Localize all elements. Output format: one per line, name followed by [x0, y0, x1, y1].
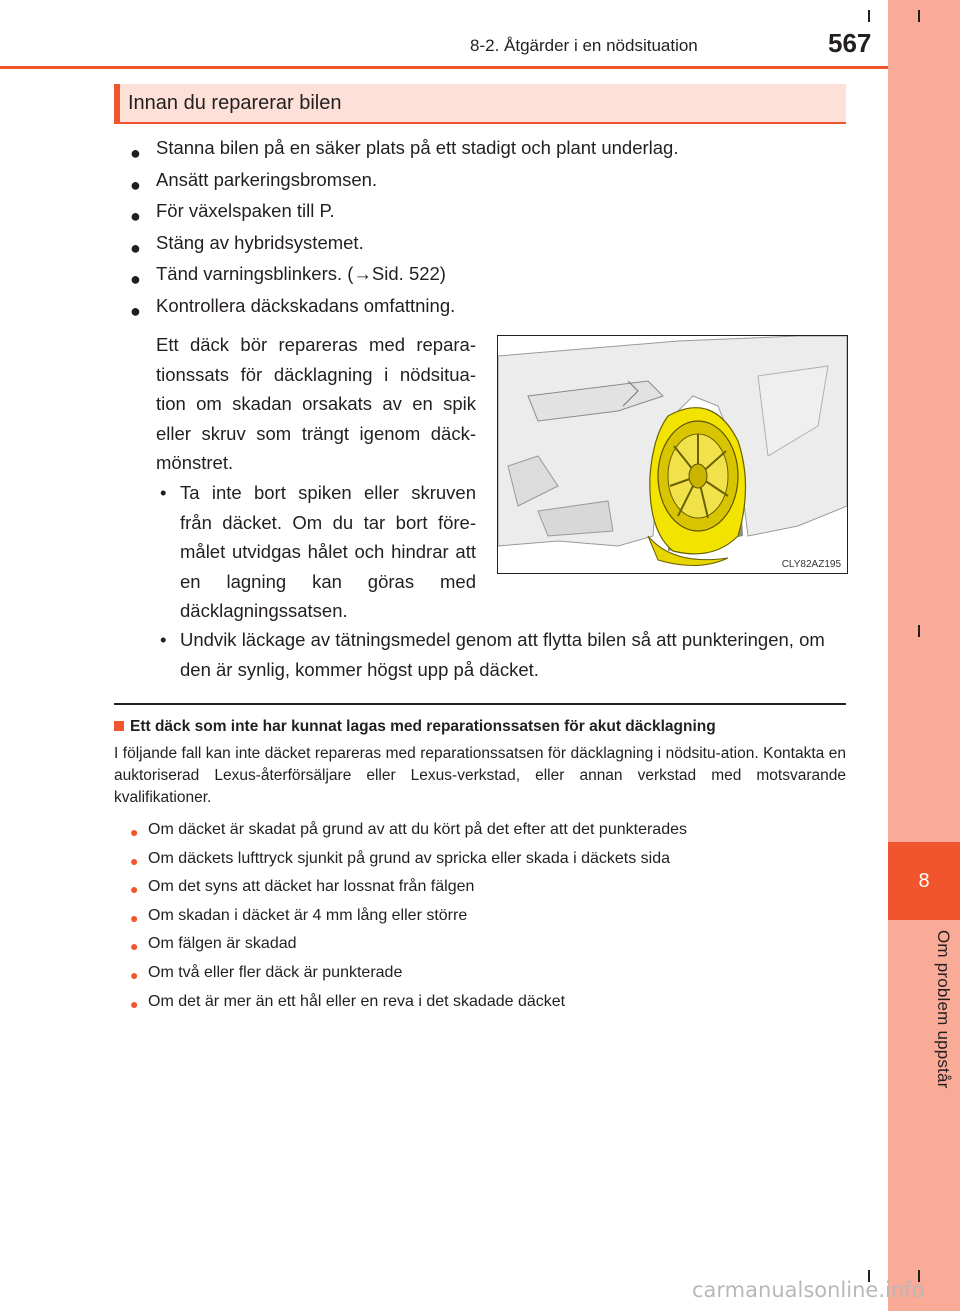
sub-bullet: • Undvik läckage av tätningsmedel genom att flytta bilen så att punkteringen, om den är synlig, kommer högst upp på däcket. [160, 625, 850, 684]
section-heading [114, 84, 846, 124]
list-item: ● Kontrollera däckskadans omfattning. [130, 292, 850, 324]
bullet-dot-icon: ● [130, 852, 139, 869]
list-item: ● Om två eller fler däck är punkterade [130, 961, 850, 990]
crop-mark [918, 625, 920, 637]
bullet-dot-icon: ● [130, 143, 141, 163]
bullet-dot-icon: ● [130, 909, 139, 926]
list-item: ● Ansätt parkeringsbromsen. [130, 166, 850, 198]
bullet-dot-icon: ● [130, 269, 141, 289]
flat-tire-illustration [497, 335, 848, 574]
tire-check-paragraph: Ett däck bör repareras med repara-tionssats för däcklagning i nödsitua-tion om skadan orsakats av en spik eller skruv som trängt igenom däck-mönstret. [156, 334, 476, 473]
car-wheel-drawing [498, 336, 847, 573]
sub-bullet: • Ta inte bort spiken eller skruven från däcket. Om du tar bort före-målet utvidgas hålet och hindrar att en lagning kan göras med däcklagningssatsen. [160, 478, 476, 626]
list-item: ● Stanna bilen på en säker plats på ett stadigt och plant underlag. [130, 134, 850, 166]
bullet-dot-icon: ● [130, 237, 141, 258]
list-item: ● Om däckets lufttryck sjunkit på grund av spricka eller skada i däckets sida [130, 847, 850, 876]
section-divider [114, 703, 846, 705]
section-heading-title: Innan du reparerar bilen [128, 92, 342, 114]
step-list [130, 134, 850, 323]
list-item: ● Stäng av hybridsystemet. [130, 229, 850, 261]
sub-bullet-marker: • [160, 629, 167, 650]
watermark: carmanualsonline.info [692, 1278, 925, 1302]
bullet-dot-icon: ● [130, 824, 139, 840]
bullet-dot-icon: ● [130, 300, 141, 321]
page-number: 567 [828, 28, 872, 58]
list-item: ● Tänd varningsblinkers. (→Sid. 522) [130, 260, 850, 292]
chapter-number-box [888, 842, 960, 920]
list-item: ● Om skadan i däcket är 4 mm lång eller större [130, 904, 850, 933]
bullet-dot-icon: ● [130, 966, 139, 983]
bullet-dot-icon: ● [130, 174, 141, 195]
note-body: I följande fall kan inte däcket repareras med reparationssatsen för däcklagning i nödsitu-ation. Kontakta en auktoriserad Lexus-återförsäljare eller Lexus-verkstad, eller annan verkstad med motsvarande kvalifikationer. [114, 745, 846, 806]
crop-mark [918, 10, 920, 22]
list-item: ● Om det är mer än ett hål eller en reva i det skadade däcket [130, 990, 850, 1019]
bullet-dot-icon: ● [130, 881, 139, 898]
header-section-title: 8-2. Åtgärder i en nödsituation [470, 36, 698, 55]
sub-bullet-marker: • [160, 482, 167, 503]
section-heading-bar [114, 84, 120, 122]
note-title: Ett däck som inte har kunnat lagas med reparationssatsen för akut däcklagning [114, 718, 716, 736]
illustration-code: CLY82AZ195 [781, 559, 841, 570]
list-item: ● Om fälgen är skadad [130, 932, 850, 961]
list-item: ● För växelspaken till P. [130, 197, 850, 229]
chapter-number: 8 [918, 869, 930, 892]
list-item: ● Om däcket är skadat på grund av att du kört på det efter att det punkterades [130, 818, 850, 847]
header-rule [0, 66, 888, 69]
bullet-dot-icon: ● [130, 938, 139, 955]
crop-mark [868, 10, 870, 22]
bullet-dot-icon: ● [130, 206, 141, 226]
chapter-title: Om problem uppstår [934, 930, 953, 1089]
square-bullet-icon [114, 721, 124, 731]
bullet-dot-icon: ● [130, 995, 139, 1012]
list-item: ● Om det syns att däcket har lossnat från fälgen [130, 875, 850, 904]
note-list [130, 818, 850, 1018]
